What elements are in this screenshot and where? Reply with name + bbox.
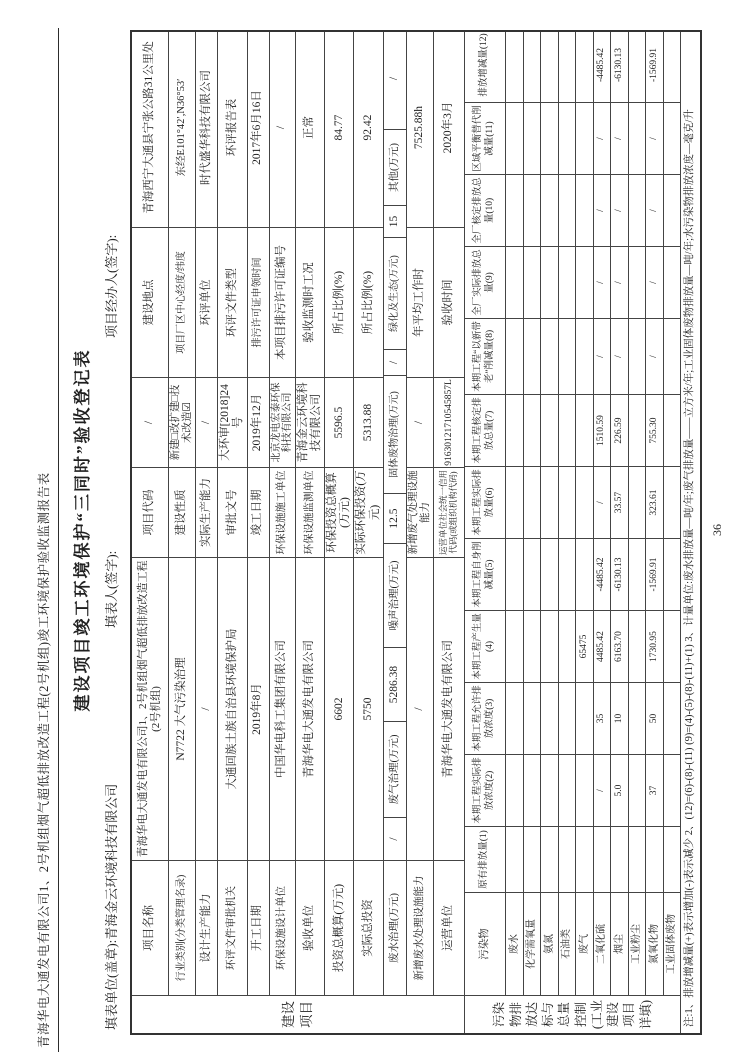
info-value-cell: 时代盛华科技有限公司 — [196, 28, 217, 228]
pollutant-name: 烟尘 — [613, 934, 625, 954]
pollutant-value: -4485.42 — [594, 28, 611, 103]
pollutant-value — [559, 755, 576, 827]
info-label-cell: 建设性质 — [169, 468, 195, 558]
pollutant-value — [576, 755, 593, 827]
info-value-cell: 青海金云环境科技有限公司 — [296, 378, 324, 468]
pollutant-value — [559, 247, 576, 319]
pollutant-value — [524, 611, 541, 683]
column-header: 本期工程产生量(4) — [465, 611, 505, 683]
pollutant-row — [645, 32, 663, 995]
pollutant-value: / — [594, 247, 611, 319]
info-value-cell: 2017年6月16日 — [248, 28, 269, 228]
info-value-cell: 2019年8月 — [248, 558, 269, 861]
column-header: 本期工程自身削减量(5) — [465, 539, 505, 611]
pollutant-row — [558, 32, 576, 995]
info-label-cell: 环评文件类型 — [218, 228, 246, 378]
info-label-cell: 验收时间 — [434, 228, 464, 378]
pollutant-row — [523, 32, 541, 995]
pollutant-value — [559, 611, 576, 683]
info-value-cell: 5750 — [354, 558, 382, 861]
pollutant-value — [629, 755, 646, 827]
pollutant-value — [506, 683, 523, 755]
pollutant-header-row — [465, 32, 505, 995]
pollutant-value — [664, 683, 681, 755]
pollutant-value: 6163.70 — [611, 611, 628, 683]
info-row — [247, 32, 269, 995]
pollutant-value — [506, 247, 523, 319]
info-label-cell: 运营单位社会统一信用代码(或组织机构代码) — [434, 468, 464, 558]
info-value-cell: 青海华电大通发电有限公司1、2号机组烟气超低排放改造工程(2号机组) — [132, 558, 168, 861]
header-divider — [58, 28, 59, 1052]
info-value-cell: 北京龙电宏泰环保科技有限公司 — [270, 378, 295, 468]
pollutant-value — [524, 395, 541, 467]
info-value-cell: 7525.88h — [407, 28, 433, 228]
info-label-cell: 验收监测时工况 — [296, 228, 324, 378]
info-value-cell: 5596.5 — [325, 378, 353, 468]
section-label-project: 建设项目 — [132, 995, 464, 1033]
pollutant-value: -1569.91 — [646, 28, 663, 103]
pollutant-value: 50 — [646, 683, 663, 755]
fill-unit — [101, 784, 120, 1030]
pollutant-value — [576, 175, 593, 247]
pollutant-value: -6130.13 — [611, 539, 628, 611]
info-label-cell: 环保设施设计单位 — [276, 886, 288, 970]
pollutant-value: / — [646, 247, 663, 319]
pollutant-value — [559, 683, 576, 755]
pollutant-value — [506, 827, 523, 893]
info-label-cell: 所占比例(%) — [354, 228, 382, 378]
pollutant-value — [541, 611, 558, 683]
pollutant-name: 二氧化硫 — [596, 924, 607, 964]
pollutant-value — [629, 827, 646, 893]
pollutant-value — [524, 683, 541, 755]
info-value-cell: / — [196, 378, 217, 468]
pollutant-value — [629, 467, 646, 539]
info-label-cell: 验收单位 — [303, 905, 316, 951]
pollutant-value — [576, 28, 593, 103]
pollutant-name: 化学需氧量 — [526, 919, 537, 969]
pollutant-value: / — [594, 103, 611, 175]
column-header: 全厂实际排放总量(9) — [465, 247, 505, 319]
fill-unit-label: 填表单位(盖章): — [104, 939, 119, 1030]
pollutant-name: 氨氮 — [543, 934, 555, 954]
info-label-cell: 环保设施施工单位 — [270, 468, 295, 558]
section-label-pollutant: 污染物排放达标与总量控制(工业建设项目详填) — [465, 995, 680, 1033]
pollutant-value: 1510.59 — [594, 395, 611, 467]
pollutant-value — [664, 611, 681, 683]
pollutant-value: / — [646, 103, 663, 175]
pollutant-value: -4485.42 — [594, 539, 611, 611]
info-label-cell: 实际环保投资(万元) — [354, 468, 382, 558]
info-label-cell: 本项目排污许可证编号 — [270, 228, 295, 378]
info-value-cell: / — [407, 378, 433, 468]
pollutant-value — [524, 319, 541, 395]
pollutant-value — [541, 827, 558, 893]
pollutant-value — [664, 395, 681, 467]
info-label-cell: 噪声治理(万元) — [384, 544, 406, 648]
info-label-cell: 设计生产能力 — [200, 893, 213, 963]
project-info-rows — [132, 32, 464, 995]
pollutant-row — [628, 32, 646, 995]
pollutant-value — [629, 28, 646, 103]
pollutant-name: 废水 — [508, 934, 520, 954]
pollutant-value: / — [611, 175, 628, 247]
info-label-cell: 新增废气处理设施能力 — [407, 468, 433, 558]
info-value-cell: 91630121710545857L — [434, 378, 464, 468]
page-number: 36 — [710, 524, 724, 536]
pollutant-value — [541, 683, 558, 755]
pollutant-value — [576, 683, 593, 755]
pollutant-value: 65475 — [576, 611, 593, 683]
pollutant-value — [664, 539, 681, 611]
pollutant-value — [576, 319, 593, 395]
pollutant-row — [663, 32, 681, 995]
pollutant-value: 323.61 — [646, 467, 663, 539]
info-label-cell: 新增废水处理设施能力 — [413, 875, 425, 981]
pollutant-value — [559, 827, 576, 893]
form-title: 建设项目竣工环境保护“三同时”验收登记表 — [73, 348, 92, 712]
pollutant-value: 37 — [646, 755, 663, 827]
info-row — [406, 32, 433, 995]
fill-line — [101, 0, 123, 1060]
info-value-cell: 2019年12月 — [248, 378, 269, 468]
pollutant-value — [541, 467, 558, 539]
pollutant-value: 755.30 — [646, 395, 663, 467]
info-label-cell: 项目名称 — [143, 905, 156, 951]
info-row — [168, 32, 195, 995]
registration-table — [130, 30, 702, 1035]
info-label-cell: 环评单位 — [196, 228, 217, 378]
fill-filler-label: 填表人(签字): — [104, 550, 119, 628]
pollutant-name: 石油类 — [561, 929, 572, 959]
column-header: 本期工程“以新带老”削减量(8) — [465, 319, 505, 395]
pollutant-value: 33.57 — [611, 467, 628, 539]
pollutant-value — [506, 103, 523, 175]
info-row — [217, 32, 246, 995]
pollutant-value: 5.0 — [611, 755, 628, 827]
pollutant-name: 工业固体废物 — [666, 914, 677, 974]
pollutant-value — [664, 319, 681, 395]
info-value-cell: 2020年3月 — [434, 28, 464, 228]
pollutant-value: / — [594, 755, 611, 827]
info-label-cell: 审批文号 — [218, 468, 246, 558]
pollutant-value — [576, 395, 593, 467]
pollutant-value — [664, 467, 681, 539]
column-header: 原有排放量(1) — [465, 827, 505, 893]
pollutant-value — [576, 539, 593, 611]
pollutant-value: / — [646, 175, 663, 247]
info-label-cell: 环评文件审批机关 — [226, 886, 238, 970]
info-value-cell: 12.5 — [384, 494, 406, 544]
info-value-cell: 环评报告表 — [218, 28, 246, 228]
pollutant-row — [505, 32, 523, 995]
pollutant-value — [559, 467, 576, 539]
pollutant-name: 氮氧化物 — [648, 924, 660, 964]
pollutant-value — [629, 247, 646, 319]
info-row — [383, 32, 406, 995]
pollutant-value — [541, 319, 558, 395]
info-value-cell: 东经E101°42′,N36°53′ — [169, 28, 195, 228]
pollutant-value — [541, 28, 558, 103]
info-label-cell: 固体废物治理(万元) — [384, 376, 406, 494]
info-value-cell: 84.77 — [325, 28, 353, 228]
pollutant-value — [524, 539, 541, 611]
pollutant-value: -1569.91 — [646, 539, 663, 611]
pollutant-value — [664, 28, 681, 103]
info-value-cell: 大通回族土族自治县环境保护局 — [218, 558, 246, 861]
table-footnote: 注:1、排放增减量(+)表示增加(-)表示减少 2、(12)=(6)-(8)-(11) (9)=(4)-(5)-(8)-(11)+(1) 3、计量单位:废水排放量—吨/年;废气排放量——立方米/年;工业固体废物排放量—吨/年;水污染物排放浓度—毫克/升 — [680, 32, 700, 1033]
info-row — [295, 32, 324, 995]
info-label-cell: 竣工日期 — [248, 468, 269, 558]
info-value-cell: / — [132, 378, 168, 468]
info-label-cell: 实际总投资 — [362, 899, 375, 957]
pollutant-value — [629, 103, 646, 175]
pollutant-value — [541, 755, 558, 827]
pollutant-name: 工业粉尘 — [631, 924, 642, 964]
pollutant-value: -6130.13 — [611, 28, 628, 103]
pollutant-value — [559, 28, 576, 103]
pollutant-value — [524, 103, 541, 175]
pollutant-value — [629, 611, 646, 683]
info-row — [353, 32, 382, 995]
pollutant-value — [559, 539, 576, 611]
info-value-cell: 5286.38 — [384, 648, 406, 722]
pollutant-value — [506, 175, 523, 247]
info-label-cell: 项目代码 — [132, 468, 168, 558]
pollutant-value — [559, 103, 576, 175]
column-header: 全厂核定排放总量(10) — [465, 175, 505, 247]
info-label-cell: 环保设施监测单位 — [296, 468, 324, 558]
info-label-cell: 排污许可证申领时间 — [248, 228, 269, 378]
info-label-cell: 实际生产能力 — [196, 468, 217, 558]
column-header: 本期工程实际排放浓度(2) — [465, 755, 505, 827]
fill-handler-label: 项目经办人(签字): — [104, 234, 119, 338]
info-label-cell: 废气治理(万元) — [384, 722, 406, 818]
pollutant-value: / — [594, 319, 611, 395]
column-header: 本期工程允许排放浓度(3) — [465, 683, 505, 755]
info-value-cell: 正常 — [296, 28, 324, 228]
pollutant-value — [524, 247, 541, 319]
info-label-cell: 所占比例(%) — [325, 228, 353, 378]
info-value-cell: / — [384, 818, 406, 861]
pollutant-value: 226.59 — [611, 395, 628, 467]
pollutant-value — [664, 103, 681, 175]
info-label-cell: 废水治理(万元) — [388, 893, 400, 963]
pollutant-value: 4485.42 — [594, 611, 611, 683]
pollutant-value — [506, 539, 523, 611]
info-row — [324, 32, 353, 995]
column-header: 排放增减量(12) — [465, 28, 505, 103]
pollutant-value: / — [646, 319, 663, 395]
pollutant-value — [524, 467, 541, 539]
pollutant-value — [629, 395, 646, 467]
pollutant-value — [576, 247, 593, 319]
pollutant-value — [559, 319, 576, 395]
pollutant-value — [541, 103, 558, 175]
pollutant-row — [610, 32, 628, 995]
info-label-cell: 投资总概算(万元) — [332, 883, 345, 973]
pollutant-value — [629, 319, 646, 395]
info-value-cell: 92.42 — [354, 28, 382, 228]
info-row — [195, 32, 217, 995]
pollutant-value — [664, 247, 681, 319]
pollutant-value: / — [611, 319, 628, 395]
pollutant-rows — [465, 32, 680, 995]
info-label-cell: 建设地点 — [132, 228, 168, 378]
column-header: 本期工程实际排放量(6) — [465, 467, 505, 539]
pollutant-value — [559, 395, 576, 467]
pollutant-value — [506, 611, 523, 683]
pollutant-value — [506, 395, 523, 467]
pollutant-value: 1730.95 — [646, 611, 663, 683]
info-label-cell: 行业类别(分类管理名录) — [176, 874, 188, 982]
info-value-cell: 大环审[2018]24号 — [218, 378, 246, 468]
pollutant-value: / — [611, 103, 628, 175]
info-label-cell: 项目厂区中心经度/纬度 — [169, 228, 195, 378]
pollutant-value — [629, 683, 646, 755]
info-value-cell: 15 — [384, 206, 406, 238]
pollutant-value — [506, 319, 523, 395]
pollutant-value — [524, 175, 541, 247]
info-value-cell: / — [384, 28, 406, 130]
pollutant-name: 废气 — [578, 934, 590, 954]
pollutant-value — [576, 827, 593, 893]
info-row — [132, 32, 168, 995]
pollutant-value: 10 — [611, 683, 628, 755]
pollutant-value — [506, 28, 523, 103]
info-label-cell: 开工日期 — [251, 905, 264, 951]
pollutant-value — [664, 175, 681, 247]
pollutant-value — [541, 247, 558, 319]
info-value-cell: 青海华电大通发电有限公司 — [296, 558, 324, 861]
info-value-cell: N7722 大气污染治理 — [169, 558, 195, 861]
info-value-cell: 新建□改扩建□技术改造☑ — [169, 378, 195, 468]
pollutant-value: / — [594, 175, 611, 247]
report-header-title: 青海华电大通发电有限公司1、2号机组烟气超低排放改造工程(2号机组)竣工环境保护验收监测报告表 — [37, 472, 51, 1048]
info-value-cell: 中国华电科工集团有限公司 — [270, 558, 295, 861]
pollutant-value: 35 — [594, 683, 611, 755]
info-row — [269, 32, 295, 995]
pollutant-value — [576, 467, 593, 539]
info-label-cell: 绿化及生态(万元) — [384, 238, 406, 350]
column-header-pollutant: 污染物 — [479, 928, 491, 960]
info-value-cell: / — [407, 558, 433, 861]
info-label-cell: 其他(万元) — [384, 130, 406, 206]
pollutant-value — [664, 755, 681, 827]
column-header: 区域平衡替代削减量(11) — [465, 103, 505, 175]
pollutant-row — [540, 32, 558, 995]
pollutant-value — [524, 827, 541, 893]
info-value-cell: / — [384, 350, 406, 376]
info-label-cell: 环保投资总概算(万元) — [325, 468, 353, 558]
info-value-cell: / — [196, 558, 217, 861]
info-value-cell: 6602 — [325, 558, 353, 861]
pollutant-value — [646, 827, 663, 893]
pollutant-value — [541, 395, 558, 467]
pollutant-value — [524, 28, 541, 103]
pollutant-value — [506, 755, 523, 827]
pollutant-value — [664, 827, 681, 893]
pollutant-value — [559, 175, 576, 247]
info-value-cell: 5313.88 — [354, 378, 382, 468]
pollutant-value — [524, 755, 541, 827]
pollutant-value — [576, 103, 593, 175]
pollutant-section — [464, 32, 680, 1033]
pollutant-value — [541, 539, 558, 611]
info-value-cell: 青海华电大通发电有限公司 — [434, 558, 464, 861]
pollutant-row — [575, 32, 593, 995]
pollutant-value: / — [594, 467, 611, 539]
pollutant-value — [594, 827, 611, 893]
info-row — [433, 32, 464, 995]
pollutant-value — [629, 175, 646, 247]
pollutant-row — [593, 32, 611, 995]
project-info-section — [132, 32, 464, 1033]
info-value-cell: 青海西宁大通县宁张公路31公里处 — [132, 28, 168, 228]
pollutant-value — [611, 827, 628, 893]
info-label-cell: 运营单位 — [442, 905, 455, 951]
fill-unit-value: 青海金云环境科技有限公司 — [104, 783, 119, 940]
pollutant-value — [629, 539, 646, 611]
info-label-cell: 年平均工作时 — [407, 228, 433, 378]
pollutant-value — [506, 467, 523, 539]
column-header: 本期工程核定排放总量(7) — [465, 395, 505, 467]
pollutant-value: / — [611, 247, 628, 319]
pollutant-value — [541, 175, 558, 247]
info-value-cell: / — [270, 28, 295, 228]
